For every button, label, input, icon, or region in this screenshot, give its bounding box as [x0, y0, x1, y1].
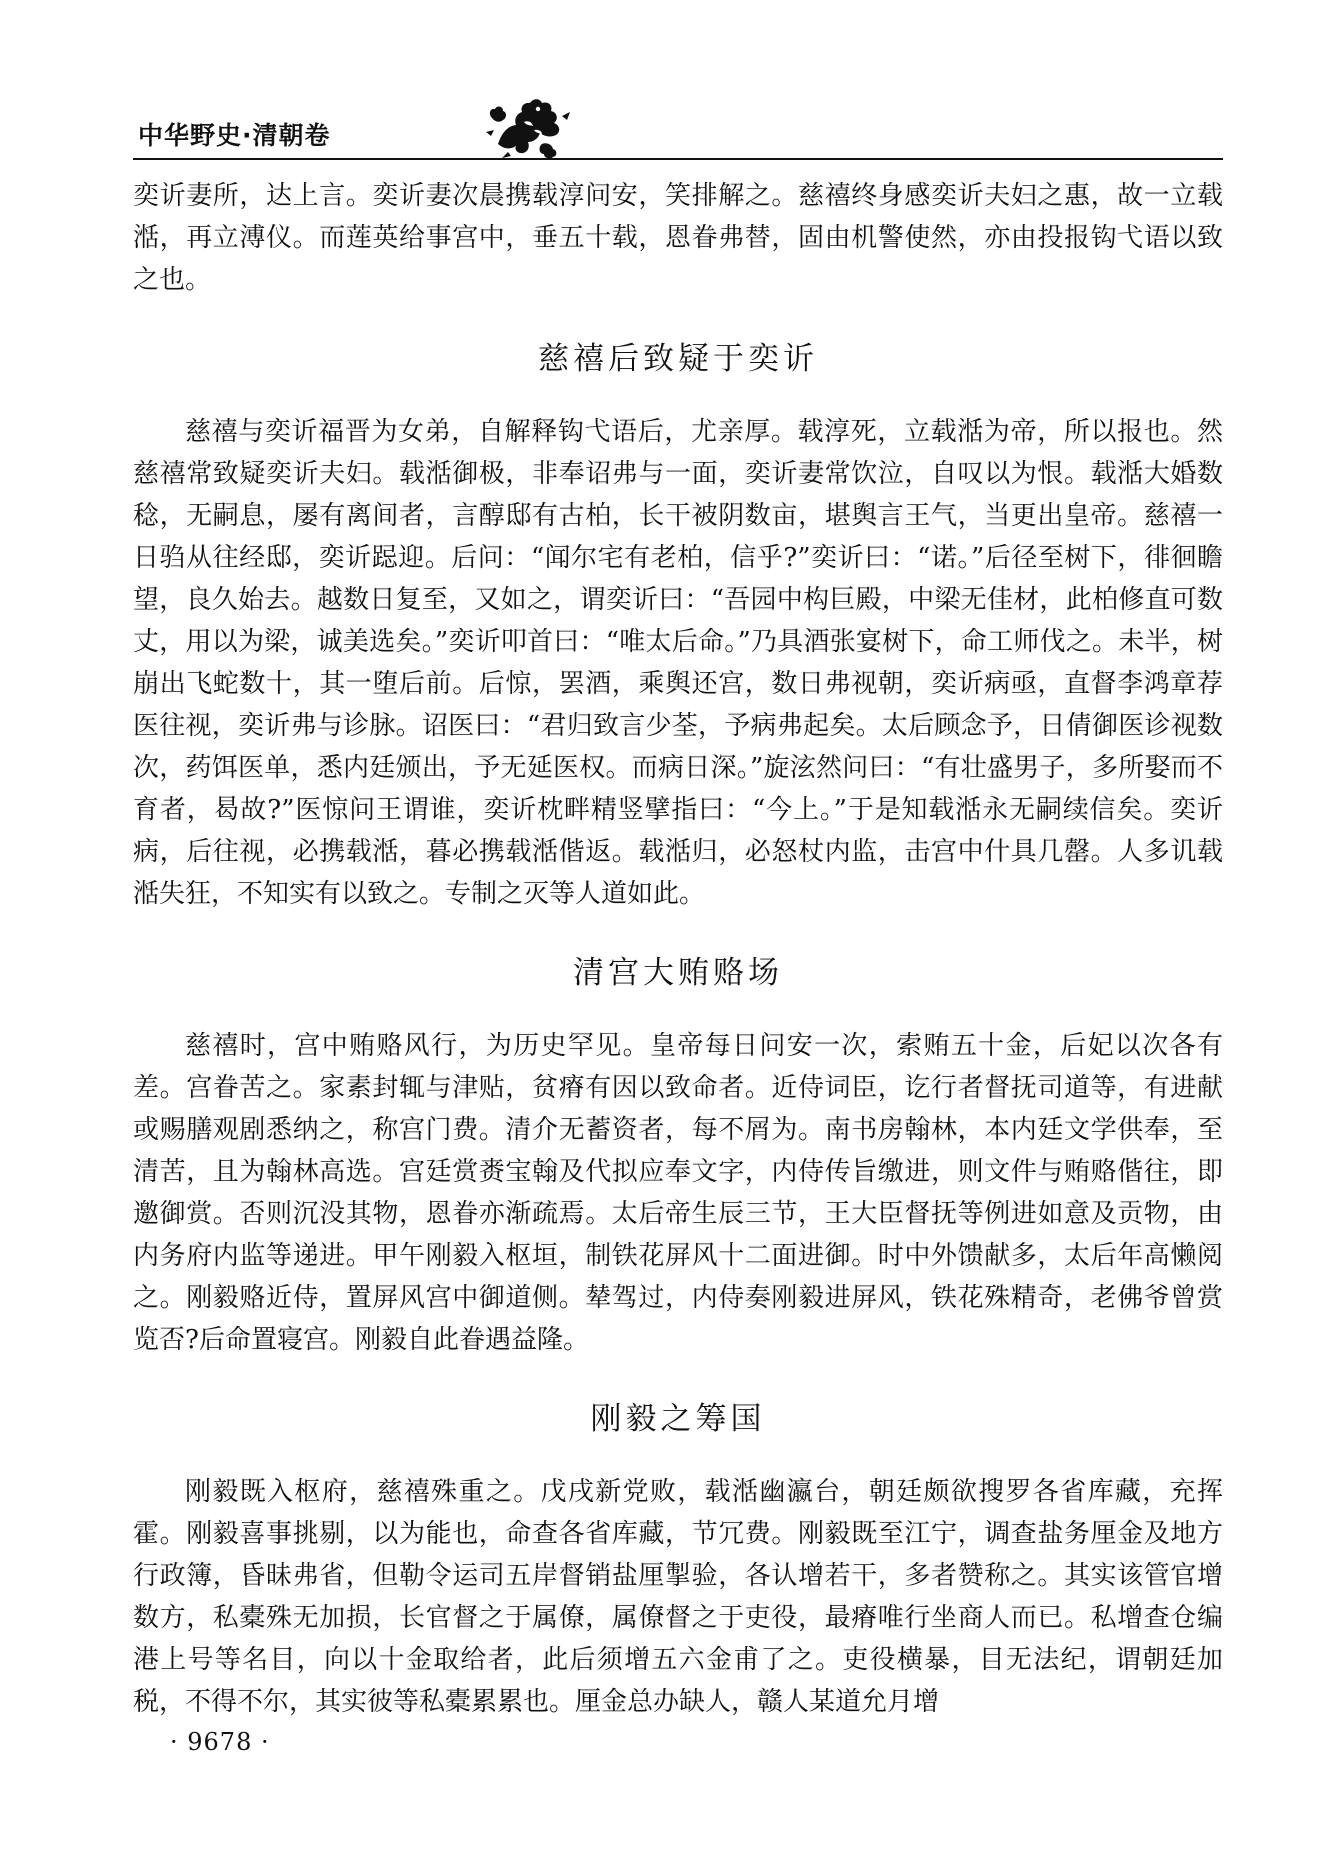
intro-paragraph: 奕䜣妻所，达上言。奕䜣妻次晨携载淳问安，笑排解之。慈禧终身感奕䜣夫妇之惠，故一立载湉，再立溥仪。而莲英给事宫中，垂五十载，恩眷弗替，固由机警使然，亦由投报钩弋语以致之也。: [133, 181, 1223, 295]
dragon-icon: [478, 92, 578, 162]
book-title: 中华野史·清朝卷: [138, 121, 331, 150]
header-rule: [133, 158, 1223, 160]
page-number: · 9678 ·: [170, 1728, 270, 1756]
section-title: 刚毅之筹国: [590, 1401, 766, 1437]
section-paragraph: 慈禧与奕䜣福晋为女弟，自解释钩弋语后，尤亲厚。载淳死，立载湉为帝，所以报也。然慈禧常致疑奕䜣夫妇。载湉御极，非奉诏弗与一面，奕䜣妻常饮泣，自叹以为恨。载湉大婚数稔，无嗣息，屡有离间者，言醇邸有古柏，长干被阴数亩，堪舆言王气，当更出皇帝。慈禧一日驺从往经邸，奕䜣跽迎。后问：“闻尔宅有老柏，信乎?”奕䜣曰：“诺。”后径至树下，徘徊瞻望，良久始去。越数日复至，又如之，谓奕䜣曰：“吾园中构巨殿，中梁无佳材，此柏修直可数丈，用以为梁，诚美选矣。”奕䜣叩首曰：“唯太后命。”乃具酒张宴树下，命工师伐之。未半，树崩出飞蛇数十，其一堕后前。后惊，罢酒，乘舆还宫，数日弗视朝，奕䜣病亟，直督李鸿章荐医往视，奕䜣弗与诊脉。诏医曰：“君归致言少荃，予病弗起矣。太后顾念予，日倩御医诊视数次，药饵医单，悉内廷颁出，予无延医权。而病日深。”旋泫然问曰：“有壮盛男子，多所娶而不育者，曷故?”医惊问王谓谁，奕䜣枕畔精竖擘指曰：“今上。”于是知载湉永无嗣续信矣。奕䜣病，后往视，必携载湉，暮必携载湉偕返。载湉归，必怒杖内监，击宫中什具几罄。人多讥载湉失狂，不知实有以致之。专制之灭等人道如此。: [133, 417, 1223, 909]
section-paragraph: 慈禧时，宫中贿赂风行，为历史罕见。皇帝每日问安一次，索贿五十金，后妃以次各有差。宫眷苦之。家素封辄与津贴，贫瘠有因以致命者。近侍词臣，讫行者督抚司道等，有进献或赐膳观剧悉纳之，称宫门费。清介无蓄资者，每不屑为。南书房翰林，本内廷文学供奉，至清苦，且为翰林高选。宫廷赏赉宝翰及代拟应奉文字，内侍传旨缴进，则文件与贿赂偕往，即邀御赏。否则沉没其物，恩眷亦渐疏焉。太后帝生辰三节，王大臣督抚等例进如意及贡物，由内务府内监等递进。甲午刚毅入枢垣，制铁花屏风十二面进御。时中外馈献多，太后年高懒阅之。刚毅赂近侍，置屏风宫中御道侧。辇驾过，内侍奏刚毅进屏风，铁花殊精奇，老佛爷曾赏览否?后命置寝宫。刚毅自此眷遇益隆。: [133, 1031, 1223, 1355]
section-title: 清宫大贿赂场: [573, 955, 783, 991]
page-header: [133, 92, 1223, 164]
section-title: 慈禧后致疑于奕䜣: [538, 341, 818, 377]
section-paragraph: 刚毅既入枢府，慈禧殊重之。戊戌新党败，载湉幽瀛台，朝廷颇欲搜罗各省库藏，充挥霍。刚毅喜事挑剔，以为能也，命查各省库藏，节冗费。刚毅既至江宁，调查盐务厘金及地方行政簿，昏昧弗省，但勒令运司五岸督销盐厘掣验，各认增若干，多者赞称之。其实该管官增数方，私橐殊无加损，长官督之于属僚，属僚督之于吏役，最瘠唯行坐商人而已。私增查仓编港上号等名目，向以十金取给者，此后须增五六金甫了之。吏役横暴，目无法纪，谓朝廷加税，不得不尔，其实彼等私橐累累也。厘金总办缺人，赣人某道允月增: [133, 1477, 1223, 1717]
page-body: [133, 175, 1223, 1723]
